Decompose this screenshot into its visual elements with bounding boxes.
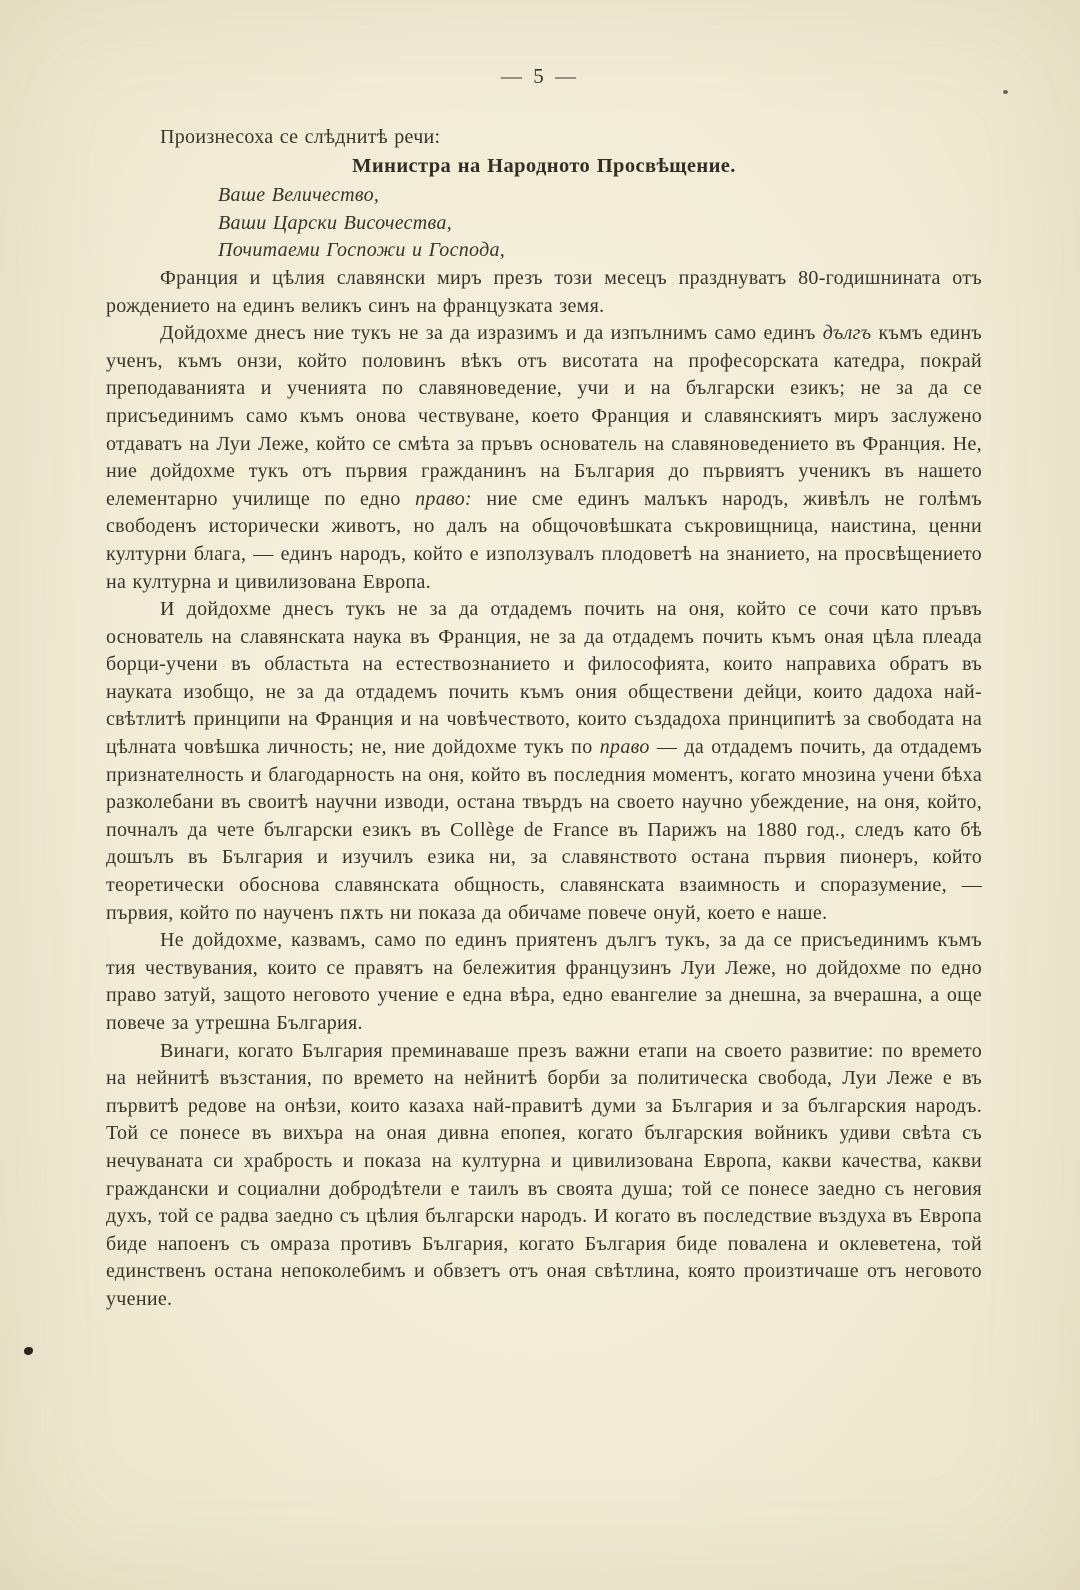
page-number: — 5 — xyxy=(501,64,579,88)
speech-heading: Министра на Народното Просвѣщение. xyxy=(352,154,736,177)
salutation-line: Ваше Величество, xyxy=(218,184,380,207)
paragraph-text: Не дойдохме, казвамъ, само по единъ приятенъ дългъ тукъ, за да се присъединимъ къмъ тия чествувания, които се правятъ на бележития французинъ Луи Леже, но дойдохме по едно право затуй, защото неговото учение е една вѣра, едно евангелие за днешна, за вчерашна, а още повече за утрешна България. xyxy=(106,929,982,1034)
paragraph-text: Дойдохме днесъ ние тукъ не за да изразимъ и да изпълнимъ само единъ xyxy=(160,322,823,345)
ink-speck xyxy=(24,1347,33,1355)
intro-line: Произнесоха се слѣднитѣ речи: xyxy=(160,126,441,148)
paragraph-3 xyxy=(106,596,982,927)
paragraph-5 xyxy=(106,1038,982,1314)
paragraph-text: — да отдадемъ почить, да отдадемъ признателность и благодарность на оня, който въ последния моментъ, когато мнозина учени бѣха разколебани въ своитѣ научни изводи, остана твърдъ на своето научно убеждение, на оня, който, почналъ да чете български езикъ въ Collège de France въ Парижъ на 1880 год., следъ като бѣ дошълъ въ България и изучилъ езика ни, за славянството остана първия пионеръ, който теоретически обоснова славянската общность, славянската взаимность и споразумение, — първия, който по наученъ пѫть ни показа да обичаме повече онуй, което е наше. xyxy=(106,736,983,924)
emphasized-term: дългъ xyxy=(822,322,872,345)
salutation-line: Ваши Царски Височества, xyxy=(218,211,452,234)
ink-speck xyxy=(1003,90,1008,94)
paragraph-text: Винаги, когато България преминаваше презъ важни етапи на своето развитие: по времето на нейнитѣ възстания, по времето на нейнитѣ борби за политическа свобода, Луи Леже е въ първитѣ редове на онѣзи, които казаха най-правитѣ думи за България и за българския народъ. Той се понесе въ вихъра на оная дивна епопея, когато българския войникъ удиви свѣта съ нечуваната си храбрость и показа на културна и цивилизована Европа, какви качества, какви граждански и социални добродѣтели е таилъ въ своята душа; той се понесе заедно съ неговия духъ, той се радва заедно съ цѣлия български народъ. И когато въ последствие въздуха въ Европа биде напоенъ съ омраза противъ България, когато България биде повалена и оклеветена, той единственъ остана непоколебимъ и обвзетъ отъ оная свѣтлина, която произтичаше отъ неговото учение. xyxy=(106,1039,982,1310)
paragraph-text: къмъ единъ ученъ, къмъ онзи, който половинъ вѣкъ отъ висотата на професорската катедра, покрай преподаванията и ученията по славяноведение, учи и на български езикъ; не за да се присъединимъ само къмъ онова чествуване, което Франция и славянскиятъ миръ заслужено отдаватъ на Луи Леже, който се смѣта за пръвъ основатель на славяноведението въ Франция. Не, ние дойдохме тукъ отъ първия гражданинъ на България до първиятъ ученикъ въ нашето елементарно училище по едно xyxy=(106,322,982,510)
paragraph-1 xyxy=(106,265,982,320)
emphasized-term: право: xyxy=(415,487,472,510)
paragraph-text: Франция и цѣлия славянски миръ презъ този месецъ празднуватъ 80-годишнината отъ рождението на единъ великъ синъ на французката земя. xyxy=(106,266,982,317)
emphasized-term: право xyxy=(599,736,650,759)
paragraph-text: И дойдохме днесъ тукъ не за да отдадемъ почить на оня, който се сочи като пръвъ основатель на славянската наука въ Франция, не за да отдадемъ почить къмъ оная цѣла плеада борци-учени въ областьта на естествознанието и философията, които направиха обратъ въ науката изобщо, не за да отдадемъ почить къмъ ония обществени дейци, които дадоха най-свѣтлитѣ принципи на Франция и на човѣчеството, които създадоха принципитѣ за свободата на цѣлната човѣшка личность; не, ние дойдохме тукъ по xyxy=(106,598,982,759)
paragraph-4 xyxy=(106,927,982,1037)
page-content xyxy=(106,124,982,1314)
salutation-line: Почитаеми Госпожи и Господа, xyxy=(218,239,506,262)
paragraph-2 xyxy=(106,320,982,596)
salutation-block xyxy=(106,182,982,265)
paragraph-text: ние сме единъ малъкъ народъ, живѣлъ не голѣмъ свободенъ исторически животъ, но далъ на общочовѣшката съкровищница, наистина, ценни културни блага, — единъ народъ, който е използувалъ плодоветѣ на знанието, на просвѣщението на културна и цивилизована Европа. xyxy=(106,487,982,593)
